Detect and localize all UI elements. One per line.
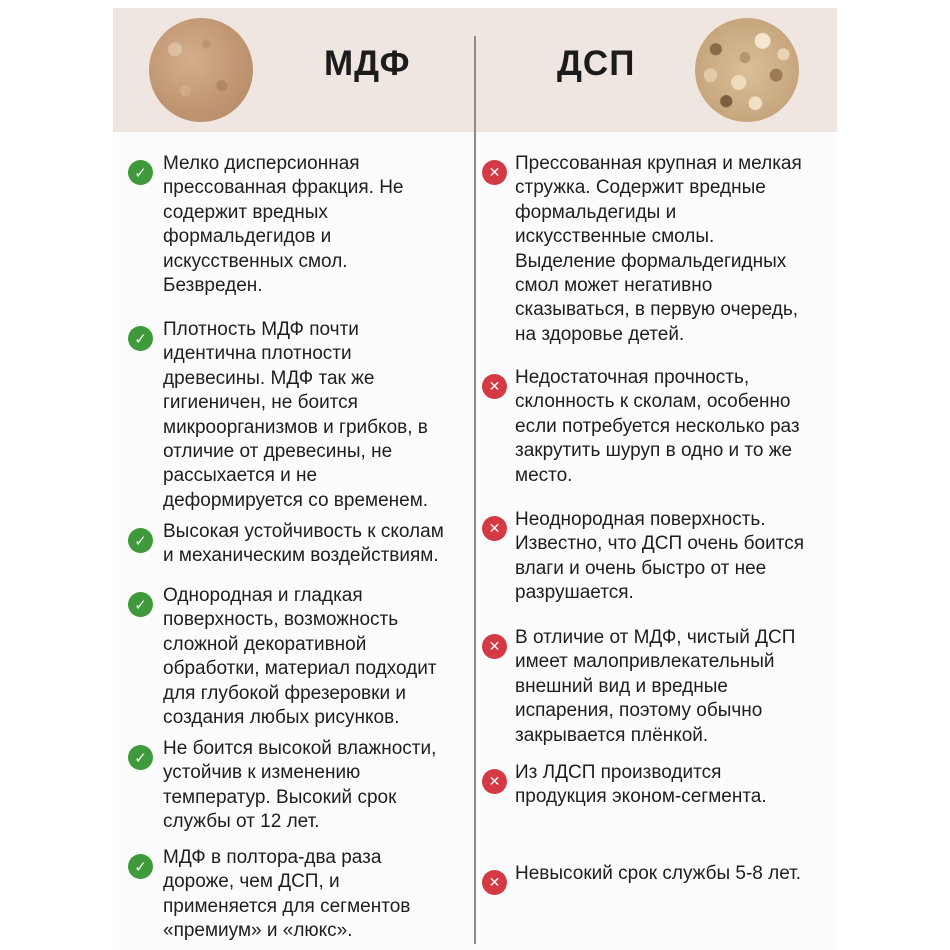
- item-line: древесины. МДФ так же: [163, 367, 375, 389]
- mdf-texture-swatch: [149, 18, 253, 122]
- mdf-item-4: [163, 584, 437, 730]
- item-line: идентична плотности: [163, 343, 352, 365]
- item-line: микроорганизмов и грибков, в: [163, 416, 428, 438]
- item-line: продукция эконом-сегмента.: [515, 786, 767, 808]
- item-line: МДФ в полтора-два раза: [163, 847, 382, 868]
- item-line: создания любых рисунков.: [163, 707, 400, 729]
- item-line: для глубокой фрезеровки и: [163, 682, 406, 704]
- mdf-title: МДФ: [324, 44, 411, 83]
- check-icon: ✓: [128, 326, 153, 351]
- item-line: сказываться, в первую очередь,: [515, 299, 799, 321]
- item-line: влаги и очень быстро от нее: [515, 557, 767, 579]
- item-line: место.: [515, 464, 573, 486]
- item-line: формальдегиды и: [515, 201, 677, 223]
- item-line: отличие от древесины, не: [163, 441, 393, 463]
- item-line: температур. Высокий срок: [163, 786, 397, 808]
- item-line: Недостаточная прочность,: [515, 367, 750, 388]
- item-line: если потребуется несколько раз: [515, 415, 800, 437]
- item-line: имеет малопривлекательный: [515, 651, 775, 673]
- cross-icon: ✕: [482, 634, 507, 659]
- item-line: прессованная фракция. Не: [163, 177, 404, 199]
- item-line: формальдегидов и: [163, 226, 332, 248]
- cross-icon: ✕: [482, 516, 507, 541]
- item-line: рассыхается и не: [163, 465, 318, 487]
- check-icon: ✓: [128, 528, 153, 553]
- item-line: сложной декоративной: [163, 633, 367, 655]
- item-line: и механическим воздействиям.: [163, 545, 439, 567]
- mdf-item-1: [163, 152, 403, 298]
- cross-icon: ✕: [482, 769, 507, 794]
- item-line: испарения, поэтому обычно: [515, 700, 763, 722]
- item-line: В отличие от МДФ, чистый ДСП: [515, 627, 796, 648]
- dsp-item-4: [515, 626, 795, 748]
- item-line: закрывается плёнкой.: [515, 724, 709, 746]
- item-line: стружка. Содержит вредные: [515, 177, 766, 199]
- item-line: службы от 12 лет.: [163, 811, 320, 833]
- item-line: деформируется со временем.: [163, 489, 429, 511]
- column-divider: [474, 36, 476, 944]
- mdf-item-3: [163, 520, 444, 569]
- item-line: применяется для сегментов: [163, 895, 411, 917]
- dsp-item-1: [515, 152, 802, 347]
- check-icon: ✓: [128, 745, 153, 770]
- item-line: Мелко дисперсионная: [163, 153, 360, 174]
- item-line: устойчив к изменению: [163, 762, 361, 784]
- item-line: Известно, что ДСП очень боится: [515, 533, 805, 555]
- cross-icon: ✕: [482, 160, 507, 185]
- check-icon: ✓: [128, 592, 153, 617]
- mdf-item-5: [163, 737, 436, 835]
- cross-icon: ✕: [482, 870, 507, 895]
- item-line: Неоднородная поверхность.: [515, 509, 766, 530]
- item-line: Не боится высокой влажности,: [163, 738, 437, 759]
- item-line: Высокая устойчивость к сколам: [163, 521, 444, 542]
- dsp-title: ДСП: [557, 44, 636, 83]
- dsp-texture-swatch: [695, 18, 799, 122]
- check-icon: ✓: [128, 160, 153, 185]
- item-line: Однородная и гладкая: [163, 585, 363, 606]
- item-line: обработки, материал подходит: [163, 658, 437, 680]
- item-line: дороже, чем ДСП, и: [163, 871, 340, 893]
- item-line: Прессованная крупная и мелкая: [515, 153, 802, 174]
- item-line: гигиеничен, не боится: [163, 392, 358, 414]
- item-line: Плотность МДФ почти: [163, 319, 359, 340]
- dsp-item-2: [515, 366, 800, 488]
- item-line: Выделение формальдегидных: [515, 250, 787, 272]
- item-line: «премиум» и «люкс».: [163, 920, 353, 942]
- dsp-item-3: [515, 508, 804, 606]
- item-line: Невысокий срок службы 5-8 лет.: [515, 863, 802, 884]
- item-line: Из ЛДСП производится: [515, 762, 722, 783]
- dsp-item-6: [515, 862, 801, 886]
- cross-icon: ✕: [482, 374, 507, 399]
- item-line: искусственные смолы.: [515, 226, 715, 248]
- item-line: искусственных смол.: [163, 250, 348, 272]
- item-line: закрутить шуруп в одно и то же: [515, 440, 793, 462]
- item-line: смол может негативно: [515, 275, 713, 297]
- item-line: внешний вид и вредные: [515, 675, 728, 697]
- check-icon: ✓: [128, 854, 153, 879]
- item-line: разрушается.: [515, 582, 634, 604]
- item-line: на здоровье детей.: [515, 323, 685, 345]
- mdf-item-2: [163, 318, 428, 513]
- item-line: склонность к сколам, особенно: [515, 391, 791, 413]
- dsp-item-5: [515, 761, 767, 810]
- item-line: содержит вредных: [163, 201, 328, 223]
- item-line: поверхность, возможность: [163, 609, 399, 631]
- mdf-item-6: [163, 846, 410, 944]
- item-line: Безвреден.: [163, 275, 263, 297]
